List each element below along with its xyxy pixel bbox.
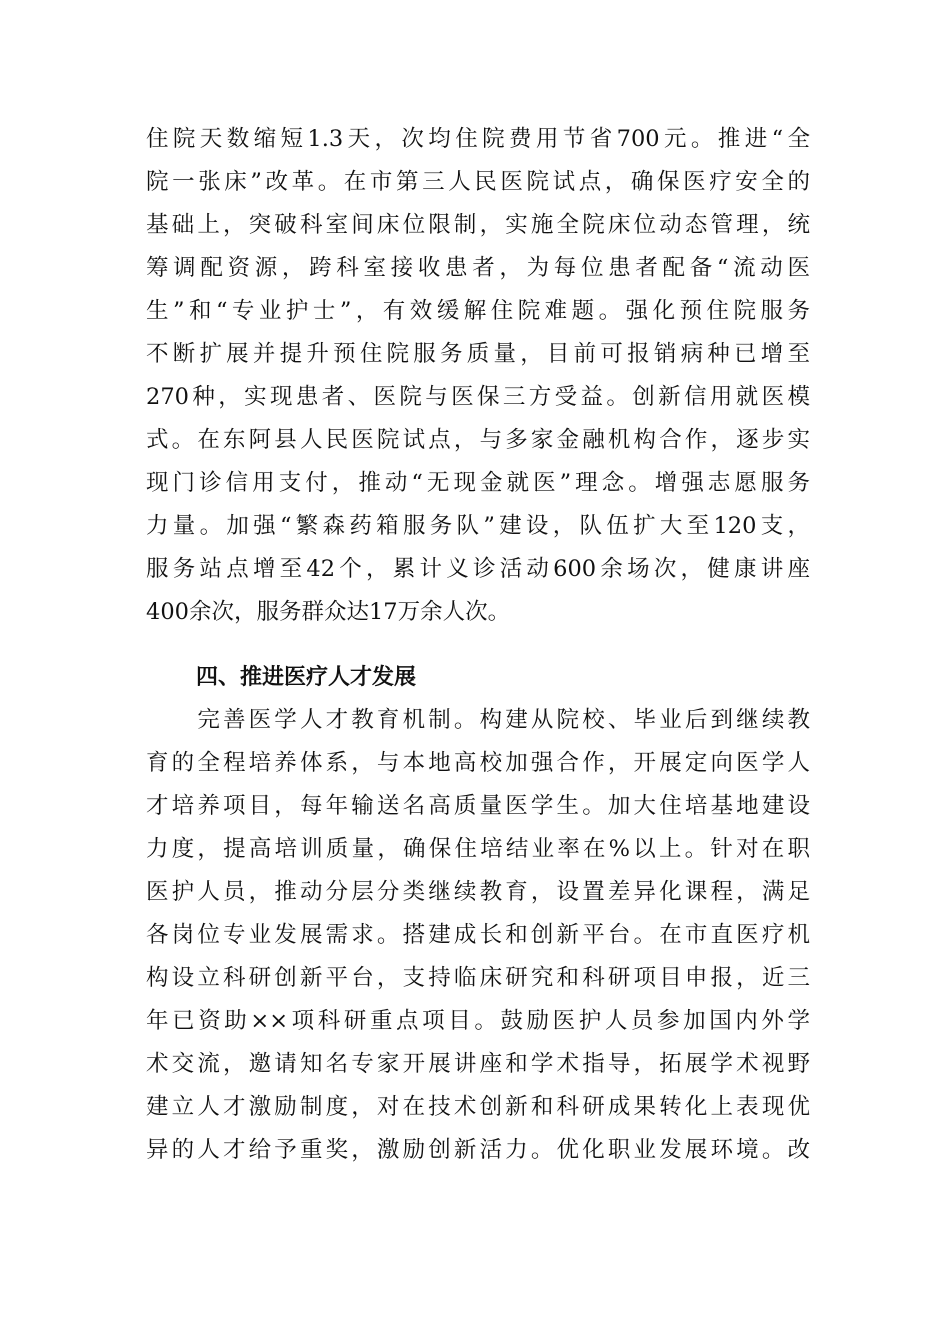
text-line: 术交流，邀请知名专家开展讲座和学术指导，拓展学术视野	[146, 1051, 810, 1077]
text-line: 育的全程培养体系，与本地高校加强合作，开展定向医学人	[146, 750, 810, 776]
text-line: 筹调配资源，跨科室接收患者，为每位患者配备“流动医	[146, 255, 810, 281]
text-line: 270种，实现患者、医院与医保三方受益。创新信用就医模	[146, 384, 810, 410]
body-paragraph-2	[146, 699, 810, 1172]
text-line: 住院天数缩短1.3天，次均住院费用节省700元。推进“全	[146, 126, 810, 152]
text-line: 年已资助××项科研重点项目。鼓励医护人员参加国内外学	[146, 1008, 810, 1034]
text-line: 院一张床”改革。在市第三人民医院试点，确保医疗安全的	[146, 169, 810, 195]
text-line: 基础上，突破科室间床位限制，实施全院床位动态管理，统	[146, 212, 810, 238]
section-heading: 四、推进医疗人才发展	[196, 665, 417, 690]
text-line: 建立人才激励制度，对在技术创新和科研成果转化上表现优	[146, 1094, 810, 1120]
text-line: 现门诊信用支付，推动“无现金就医”理念。增强志愿服务	[146, 470, 810, 496]
text-line: 400余次，服务群众达17万余人次。	[146, 599, 511, 625]
text-line: 力度，提高培训质量，确保住培结业率在%以上。针对在职	[146, 836, 810, 862]
text-line: 力量。加强“繁森药箱服务队”建设，队伍扩大至120支，	[146, 513, 810, 539]
text-line: 各岗位专业发展需求。搭建成长和创新平台。在市直医疗机	[146, 922, 810, 948]
body-paragraph-1	[146, 118, 810, 634]
text-line: 式。在东阿县人民医院试点，与多家金融机构合作，逐步实	[146, 427, 810, 453]
text-line: 生”和“专业护士”，有效缓解住院难题。强化预住院服务	[146, 298, 810, 324]
text-line: 服务站点增至42个，累计义诊活动600余场次，健康讲座	[146, 556, 810, 582]
text-line: 医护人员，推动分层分类继续教育，设置差异化课程，满足	[146, 879, 810, 905]
text-line: 异的人才给予重奖，激励创新活力。优化职业发展环境。改	[146, 1137, 810, 1163]
text-line: 不断扩展并提升预住院服务质量，目前可报销病种已增至	[146, 341, 810, 367]
text-line: 构设立科研创新平台，支持临床研究和科研项目申报，近三	[146, 965, 810, 991]
text-line: 才培养项目，每年输送名高质量医学生。加大住培基地建设	[146, 793, 810, 819]
text-line: 完善医学人才教育机制。构建从院校、毕业后到继续教	[146, 707, 810, 733]
